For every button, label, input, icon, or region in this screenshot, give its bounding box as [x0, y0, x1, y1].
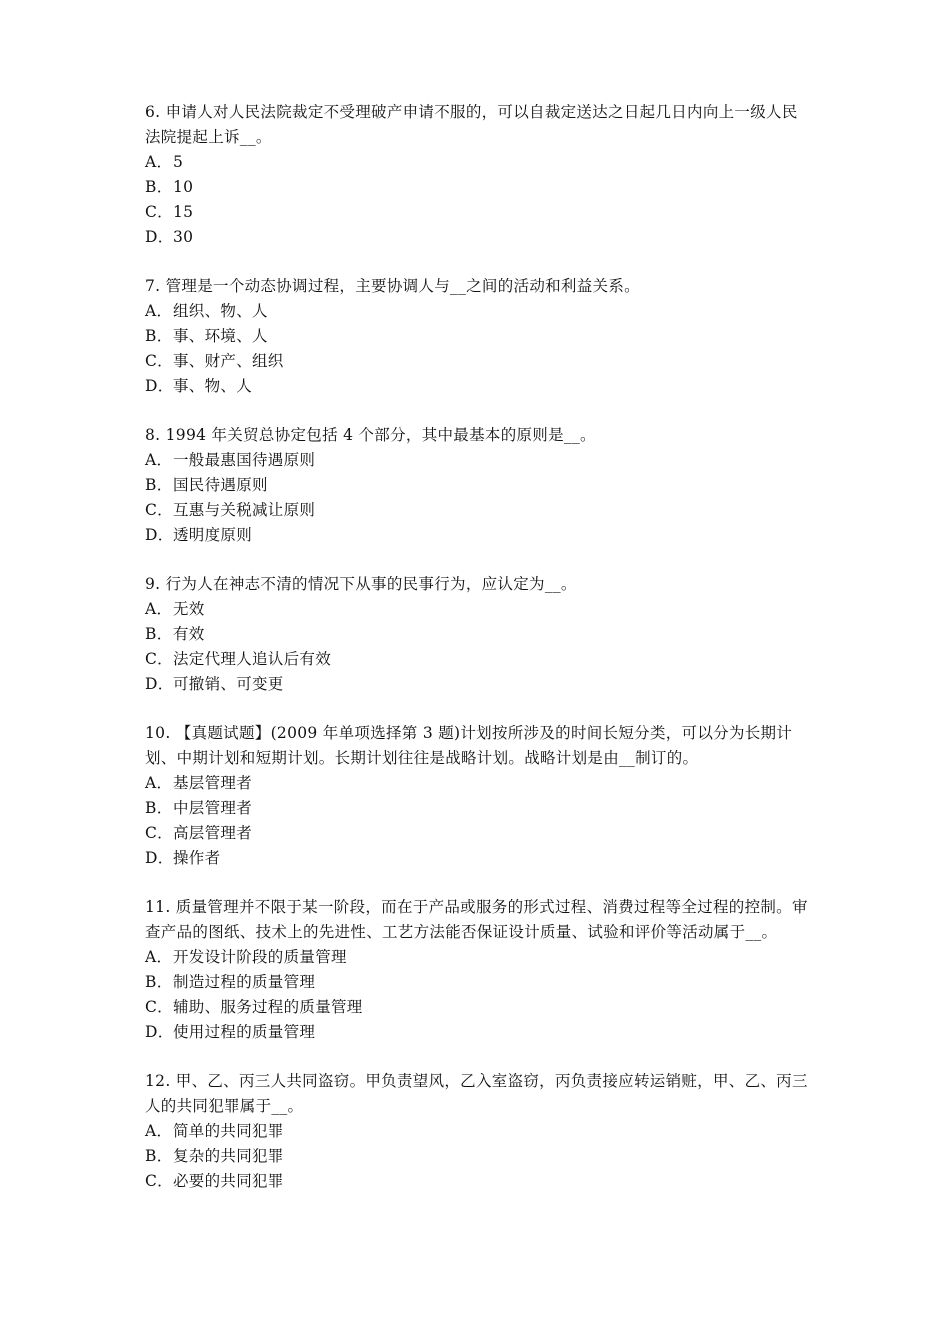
option-letter: C． — [145, 1172, 173, 1190]
option-letter: C． — [145, 650, 173, 668]
option-letter: B． — [145, 327, 173, 345]
question-block — [145, 423, 813, 548]
option-text: 复杂的共同犯罪 — [173, 1147, 284, 1165]
option-letter: D． — [145, 849, 174, 867]
question-block — [145, 100, 813, 250]
option-letter: C． — [145, 998, 173, 1016]
option-letter: B． — [145, 476, 173, 494]
answer-option — [145, 200, 813, 225]
option-text: 辅助、服务过程的质量管理 — [173, 998, 363, 1016]
option-letter: A． — [145, 451, 173, 469]
answer-option — [145, 374, 813, 399]
option-text: 开发设计阶段的质量管理 — [173, 948, 347, 966]
question-block — [145, 572, 813, 697]
option-text: 15 — [173, 203, 194, 221]
question-block — [145, 721, 813, 871]
answer-option — [145, 796, 813, 821]
option-letter: B． — [145, 1147, 173, 1165]
option-text: 30 — [173, 228, 194, 246]
answer-option — [145, 175, 813, 200]
answer-option — [145, 597, 813, 622]
answer-option — [145, 970, 813, 995]
question-stem: 7. 管理是一个动态协调过程，主要协调人与__之间的活动和利益关系。 — [145, 277, 640, 295]
option-text: 透明度原则 — [173, 526, 253, 544]
option-letter: D． — [145, 377, 174, 395]
option-letter: C． — [145, 501, 173, 519]
answer-option — [145, 150, 813, 175]
option-letter: A． — [145, 600, 173, 618]
option-letter: C． — [145, 824, 173, 842]
option-text: 简单的共同犯罪 — [173, 1122, 284, 1140]
question-block — [145, 1069, 813, 1194]
option-letter: D． — [145, 228, 174, 246]
question-stem: 9. 行为人在神志不清的情况下从事的民事行为，应认定为__。 — [145, 575, 577, 593]
option-letter: A． — [145, 302, 173, 320]
option-text: 5 — [173, 153, 184, 171]
option-letter: B． — [145, 178, 173, 196]
answer-option — [145, 846, 813, 871]
answer-option — [145, 349, 813, 374]
option-letter: A． — [145, 948, 173, 966]
option-letter: C． — [145, 352, 173, 370]
answer-option — [145, 1144, 813, 1169]
option-letter: C． — [145, 203, 173, 221]
answer-option — [145, 473, 813, 498]
option-text: 操作者 — [173, 849, 221, 867]
answer-option — [145, 498, 813, 523]
option-letter: A． — [145, 1122, 173, 1140]
option-text: 10 — [173, 178, 194, 196]
option-text: 事、物、人 — [173, 377, 253, 395]
option-letter: D． — [145, 675, 174, 693]
answer-option — [145, 1169, 813, 1194]
answer-option — [145, 225, 813, 250]
question-stem: 11. 质量管理并不限于某一阶段，而在于产品或服务的形式过程、消费过程等全过程的控制。审查产品的图纸、技术上的先进性、工艺方法能否保证设计质量、试验和评价等活动属于__。 — [145, 898, 808, 941]
option-text: 必要的共同犯罪 — [173, 1172, 284, 1190]
answer-option — [145, 1020, 813, 1045]
answer-option — [145, 622, 813, 647]
question-stem: 8. 1994 年关贸总协定包括 4 个部分，其中最基本的原则是__。 — [145, 426, 596, 444]
option-text: 互惠与关税减让原则 — [173, 501, 316, 519]
answer-option — [145, 523, 813, 548]
answer-option — [145, 448, 813, 473]
option-text: 组织、物、人 — [173, 302, 268, 320]
answer-option — [145, 299, 813, 324]
answer-option — [145, 1119, 813, 1144]
option-text: 制造过程的质量管理 — [173, 973, 316, 991]
option-text: 无效 — [173, 600, 205, 618]
option-letter: B． — [145, 625, 173, 643]
option-text: 事、环境、人 — [173, 327, 268, 345]
option-text: 事、财产、组织 — [173, 352, 284, 370]
option-text: 中层管理者 — [173, 799, 253, 817]
answer-option — [145, 324, 813, 349]
option-letter: A． — [145, 774, 173, 792]
option-text: 基层管理者 — [173, 774, 253, 792]
question-stem: 10. 【真题试题】(2009 年单项选择第 3 题)计划按所涉及的时间长短分类，可以分为长期计划、中期计划和短期计划。长期计划往往是战略计划。战略计划是由__制订的。 — [145, 724, 793, 767]
option-text: 法定代理人追认后有效 — [173, 650, 332, 668]
answer-option — [145, 647, 813, 672]
option-letter: A． — [145, 153, 173, 171]
option-text: 国民待遇原则 — [173, 476, 268, 494]
answer-option — [145, 771, 813, 796]
option-text: 有效 — [173, 625, 205, 643]
question-block — [145, 274, 813, 399]
option-letter: D． — [145, 1023, 174, 1041]
answer-option — [145, 672, 813, 697]
answer-option — [145, 995, 813, 1020]
question-block — [145, 895, 813, 1045]
option-text: 使用过程的质量管理 — [173, 1023, 316, 1041]
question-stem: 6. 申请人对人民法院裁定不受理破产申请不服的，可以自裁定送达之日起几日内向上一级人民法院提起上诉__。 — [145, 103, 798, 146]
option-letter: B． — [145, 799, 173, 817]
answer-option — [145, 945, 813, 970]
option-letter: B． — [145, 973, 173, 991]
option-letter: D． — [145, 526, 174, 544]
option-text: 高层管理者 — [173, 824, 253, 842]
answer-option — [145, 821, 813, 846]
question-stem: 12. 甲、乙、丙三人共同盗窃。甲负责望风，乙入室盗窃，丙负责接应转运销赃，甲、乙、丙三人的共同犯罪属于__。 — [145, 1072, 808, 1115]
option-text: 可撤销、可变更 — [173, 675, 284, 693]
option-text: 一般最惠国待遇原则 — [173, 451, 316, 469]
document-page — [145, 100, 813, 1218]
